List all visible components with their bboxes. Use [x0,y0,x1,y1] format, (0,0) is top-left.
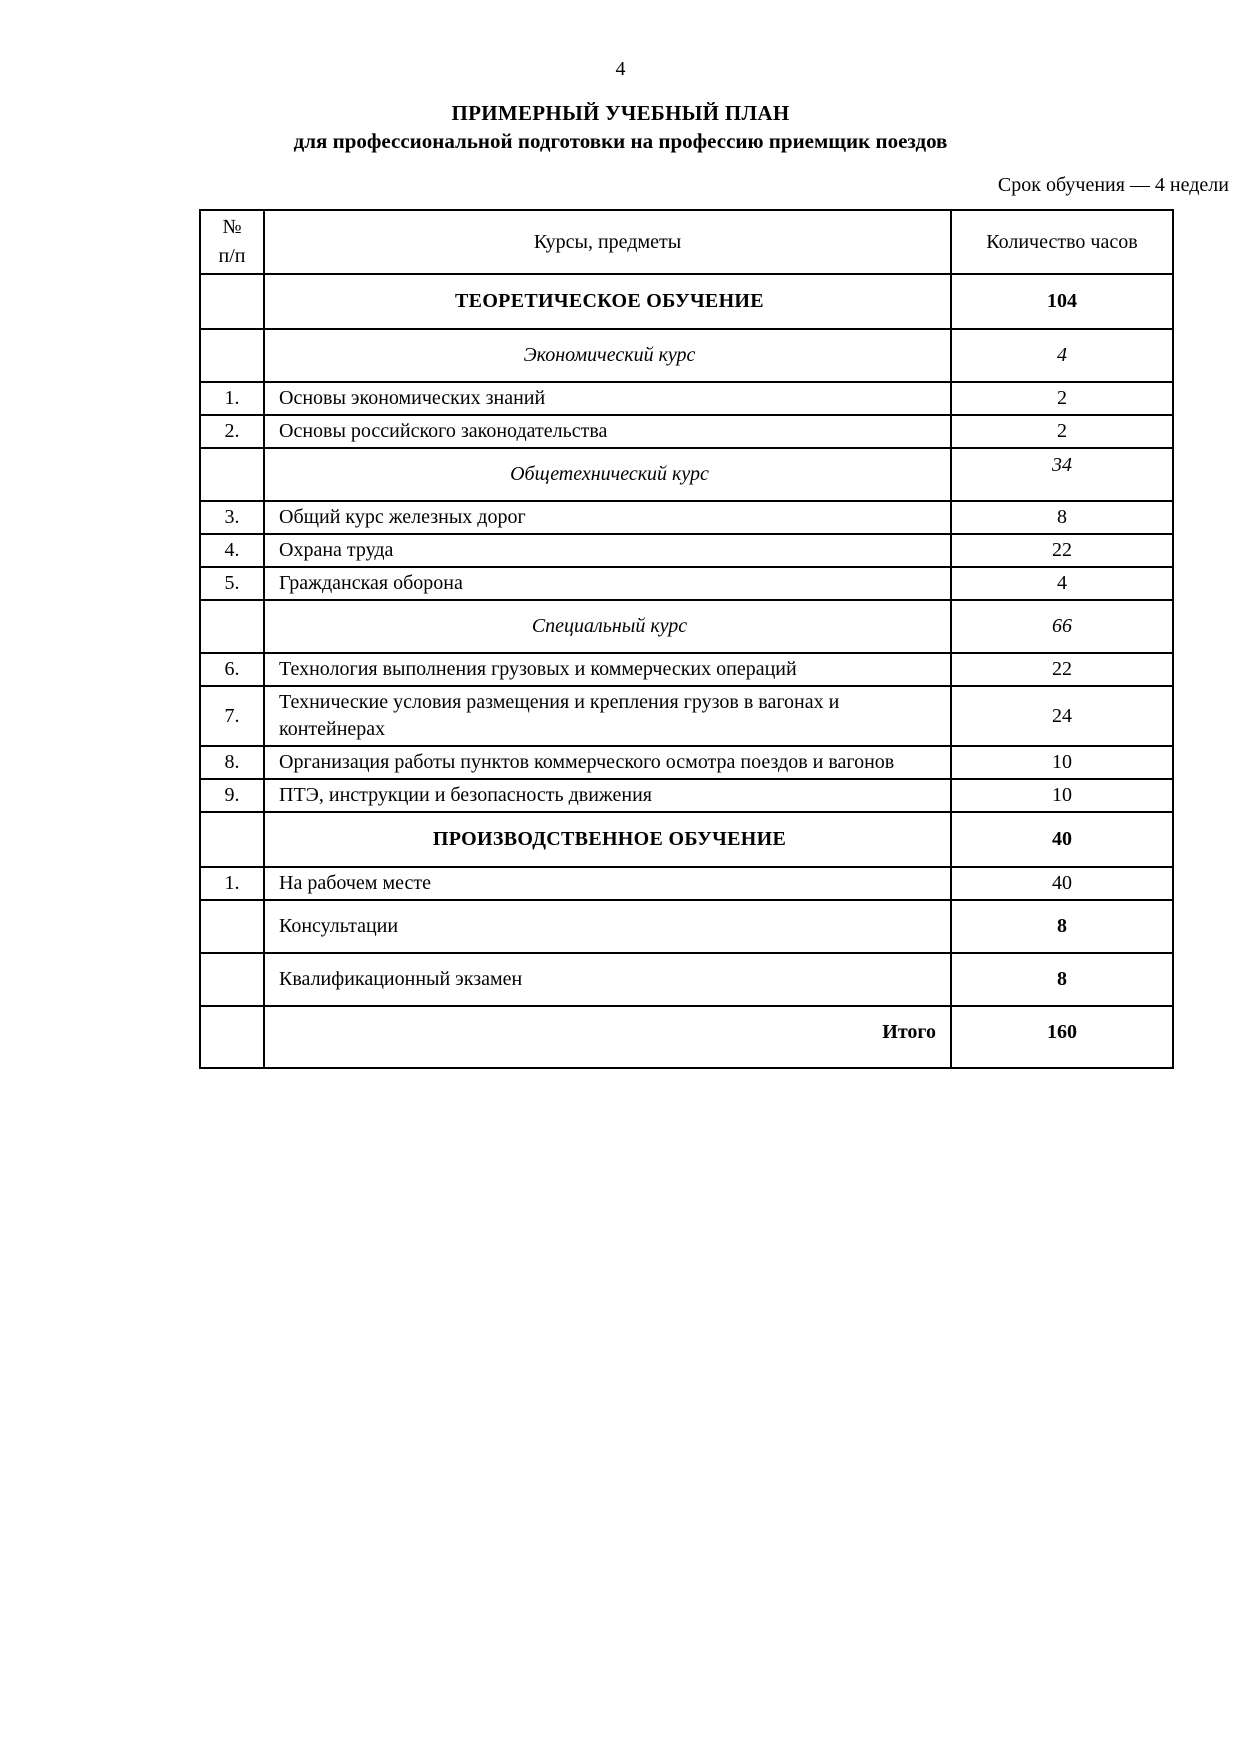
table-row [200,867,1173,900]
row-number-cell [200,812,264,867]
row-hours-cell: 104 [951,274,1173,329]
duration-note: Срок обучения — 4 недели [997,174,1229,196]
row-subject-cell: Консультации [264,900,951,953]
row-hours-cell: 4 [951,329,1173,382]
row-number-cell: 8. [200,746,264,779]
row-subject-cell: Технология выполнения грузовых и коммерческих операций [264,653,951,686]
table-row [200,448,1173,501]
row-subject-cell: Основы экономических знаний [264,382,951,415]
row-subject-cell: Организация работы пунктов коммерческого осмотра поездов и вагонов [264,746,951,779]
row-subject-cell: Основы российского законодательства [264,415,951,448]
header-cell-hours: Количество часов [951,210,1173,274]
table-row [200,653,1173,686]
table-row [200,1006,1173,1068]
row-number-cell: 1. [200,382,264,415]
row-number-cell: 7. [200,686,264,746]
row-hours-cell: 40 [951,867,1173,900]
row-subject-cell: Квалификационный экзамен [264,953,951,1006]
table-header [200,210,1173,274]
row-number-cell: 3. [200,501,264,534]
row-hours-cell: 10 [951,779,1173,812]
table-row [200,329,1173,382]
table-body [200,274,1173,1068]
document-subtitle: для профессиональной подготовки на профессию приемщик поездов [293,129,948,153]
row-hours-cell: 34 [951,448,1173,501]
row-subject-cell: ТЕОРЕТИЧЕСКОЕ ОБУЧЕНИЕ [264,274,951,329]
row-subject-cell: ПТЭ, инструкции и безопасность движения [264,779,951,812]
row-number-cell: 4. [200,534,264,567]
row-subject-cell: Экономический курс [264,329,951,382]
row-subject-cell: Охрана труда [264,534,951,567]
row-subject-cell: Общетехнический курс [264,448,951,501]
table-row [200,900,1173,953]
table-row [200,600,1173,653]
curriculum-table [199,209,1174,1069]
row-number-cell [200,900,264,953]
table-row [200,382,1173,415]
row-subject-cell: Общий курс железных дорог [264,501,951,534]
table-row [200,812,1173,867]
row-hours-cell: 66 [951,600,1173,653]
row-hours-cell: 22 [951,653,1173,686]
row-number-cell [200,274,264,329]
row-subject-cell: Итого [264,1006,951,1068]
row-hours-cell: 4 [951,567,1173,600]
row-number-cell: 5. [200,567,264,600]
table-row [200,534,1173,567]
header-number-caption: п/п [218,245,246,267]
row-number-cell: 9. [200,779,264,812]
header-cell-number [200,210,264,274]
row-subject-cell: Специальный курс [264,600,951,653]
table-row [200,779,1173,812]
row-number-cell [200,953,264,1006]
row-hours-cell: 40 [951,812,1173,867]
row-subject-cell: Технические условия размещения и крепления грузов в вагонах и контейнерах [264,686,951,746]
table-row [200,501,1173,534]
row-number-cell [200,600,264,653]
table-header-row [200,210,1173,274]
table-row [200,274,1173,329]
row-hours-cell: 160 [951,1006,1173,1068]
table-row [200,686,1173,746]
row-hours-cell: 8 [951,900,1173,953]
row-hours-cell: 2 [951,382,1173,415]
row-number-cell [200,1006,264,1068]
document-title: ПРИМЕРНЫЙ УЧЕБНЫЙ ПЛАН [451,101,790,125]
header-cell-subject: Курсы, предметы [264,210,951,274]
table-row [200,415,1173,448]
row-hours-cell: 24 [951,686,1173,746]
row-subject-cell: На рабочем месте [264,867,951,900]
row-hours-cell: 8 [951,501,1173,534]
row-subject-cell: Гражданская оборона [264,567,951,600]
row-number-cell [200,448,264,501]
row-hours-cell: 8 [951,953,1173,1006]
row-hours-cell: 10 [951,746,1173,779]
row-number-cell: 2. [200,415,264,448]
header-number-symbol: № [222,216,242,238]
row-subject-cell: ПРОИЗВОДСТВЕННОЕ ОБУЧЕНИЕ [264,812,951,867]
row-hours-cell: 22 [951,534,1173,567]
row-hours-cell: 2 [951,415,1173,448]
row-number-cell: 1. [200,867,264,900]
page-number: 4 [615,58,626,80]
table-row [200,567,1173,600]
row-number-cell [200,329,264,382]
table-row [200,953,1173,1006]
table-row [200,746,1173,779]
row-number-cell: 6. [200,653,264,686]
